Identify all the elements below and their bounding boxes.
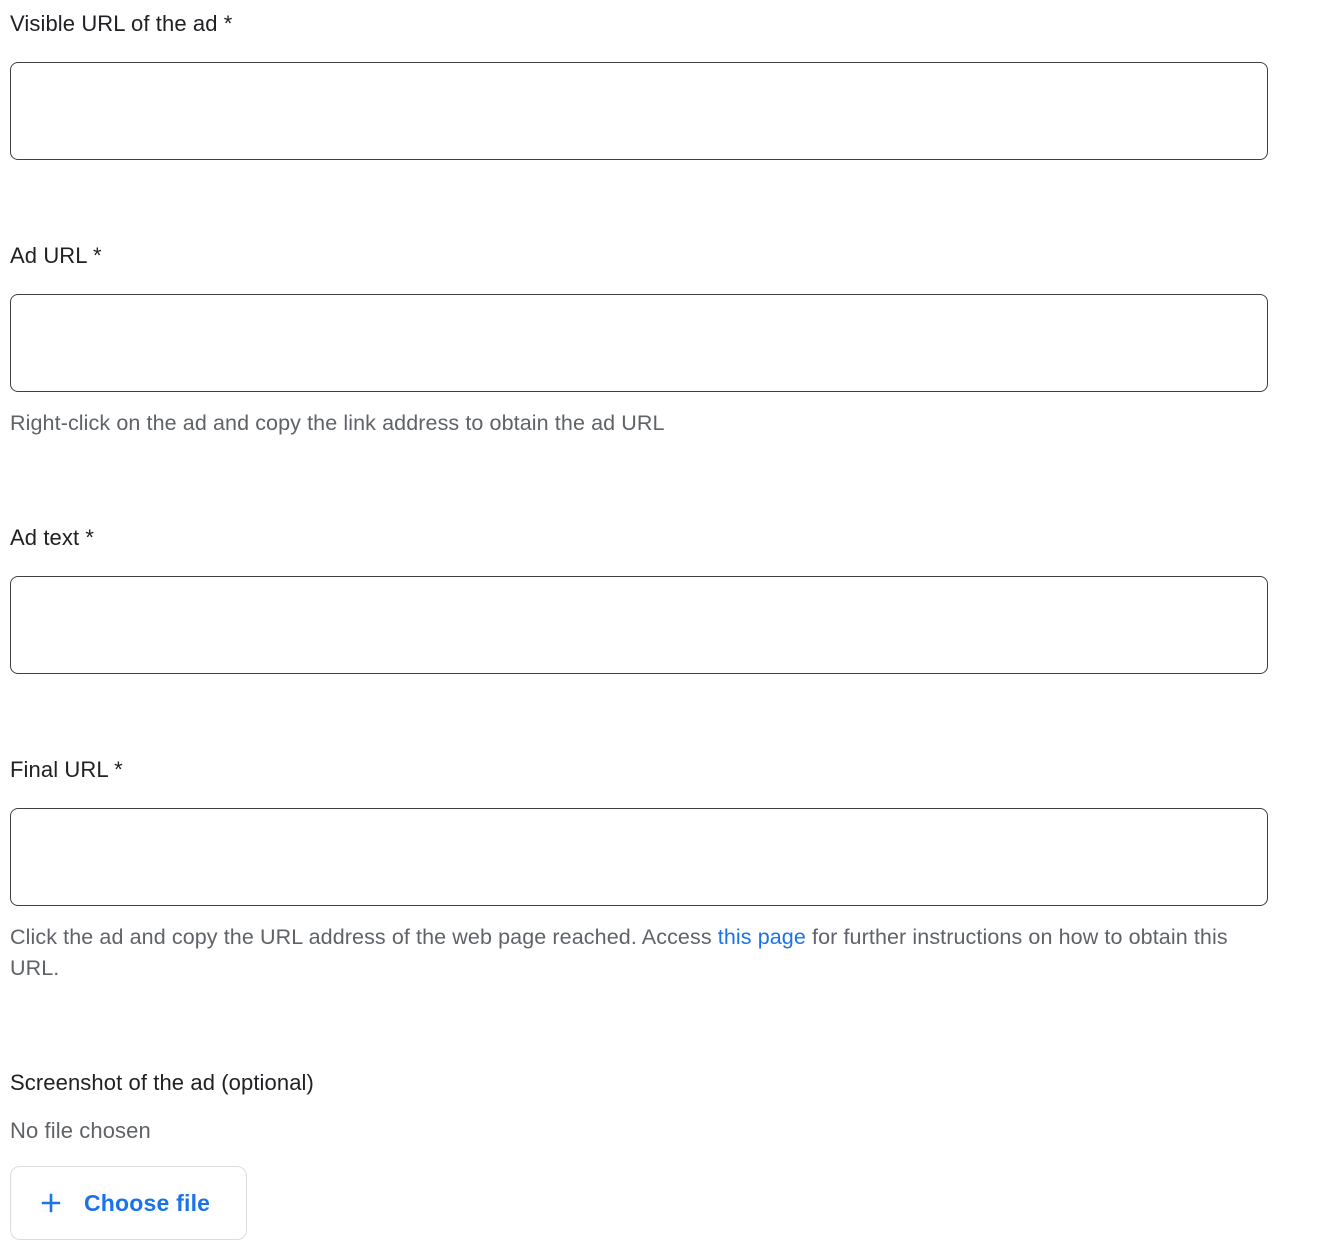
plus-icon xyxy=(37,1189,65,1217)
field-final-url xyxy=(10,756,1268,984)
spacer xyxy=(10,160,1268,242)
visible-url-input[interactable] xyxy=(10,62,1268,160)
final-url-input[interactable] xyxy=(10,808,1268,906)
choose-file-button[interactable] xyxy=(10,1166,247,1240)
screenshot-upload-section xyxy=(10,1069,1268,1240)
spacer xyxy=(10,439,1268,524)
helper-prefix: Click the ad and copy the URL address of the web page reached. Access xyxy=(10,925,718,949)
field-ad-text xyxy=(10,524,1268,674)
field-ad-url xyxy=(10,242,1268,439)
file-status-text: No file chosen xyxy=(10,1118,151,1143)
visible-url-label: Visible URL of the ad * xyxy=(10,11,233,36)
ad-url-input[interactable] xyxy=(10,294,1268,392)
screenshot-label: Screenshot of the ad (optional) xyxy=(10,1070,314,1095)
helper-suffix: for further instructions on how to obtain this URL. xyxy=(10,925,1228,980)
ad-text-label: Ad text * xyxy=(10,525,95,550)
final-url-helper-text xyxy=(10,922,1268,984)
final-url-label: Final URL * xyxy=(10,757,123,782)
field-visible-url xyxy=(10,10,1268,160)
ad-text-input[interactable] xyxy=(10,576,1268,674)
spacer xyxy=(10,674,1268,756)
ad-url-helper-text: Right-click on the ad and copy the link address to obtain the ad URL xyxy=(10,411,665,435)
ad-url-label: Ad URL * xyxy=(10,243,102,268)
this-page-link[interactable]: this page xyxy=(717,925,806,949)
spacer xyxy=(10,984,1268,1069)
choose-file-label: Choose file xyxy=(84,1189,211,1216)
